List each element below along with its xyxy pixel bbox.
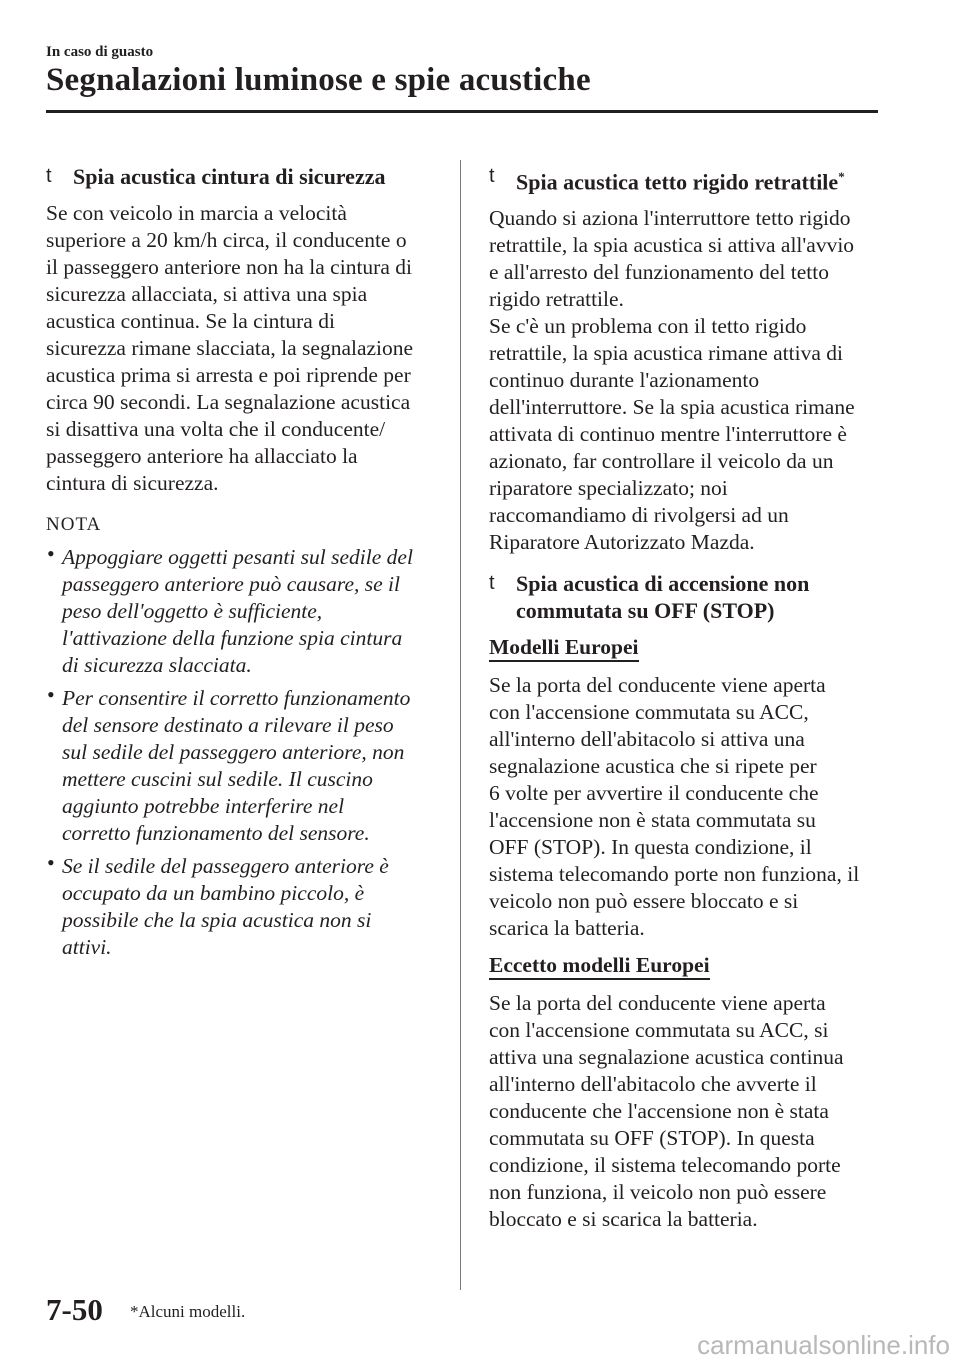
section-label: In caso di guasto	[46, 44, 154, 60]
seatbelt-heading-text: Spia acustica cintura di sicurezza	[73, 164, 386, 189]
bullet-icon: •	[47, 541, 55, 566]
ignition-heading: t Spia acustica di accensione non commutata su OFF (STOP)	[489, 571, 810, 624]
page-title: Segnalazioni luminose e spie acustiche	[46, 62, 591, 98]
note-item: • Se il sedile del passeggero anteriore è occupato da un bambino piccolo, è possibile che la spia acustica non si attivi.	[47, 850, 389, 959]
seatbelt-heading	[46, 163, 444, 190]
hardtop-body: Quando si aziona l'interruttore tetto rigido retrattile, la spia acustica si attiva all'avvio e all'arresto del funzionamento del tetto rigido retrattile. Se c'è un problema con il tetto rigido retrattile, la spia acustica rimane attiva di continuo durante l'azionamento dell'interruttore. Se la spia acustica rimane attivata di continuo mentre l'interruttore è azionato, far controllare il veicolo da un riparatore specializzato; noi raccomandiamo di rivolgersi ad un Riparatore Autorizzato Mazda.	[489, 206, 855, 555]
note-item: • Appoggiare oggetti pesanti sul sedile del passeggero anteriore può causare, se il peso dell'oggetto è sufficiente, l'attivazione della funzione spia cintura di sicurezza slacciata.	[47, 541, 413, 677]
seatbelt-body: Se con veicolo in marcia a velocità superiore a 20 km/h circa, il conducente o il passeggero anteriore non ha la cintura di sicurezza allacciata, si attiva una spia acustica continua. Se la cintura di sicurezza rimane slacciata, la segnalazione acustica prima si arresta e poi riprende per circa 90 secondi. La segnalazione acustica si disattiva una volta che il conducente/ passeggero anteriore ha allacciato la cintura di sicurezza.	[46, 201, 414, 495]
page-number: 7-50	[46, 1292, 103, 1327]
section-marker-icon: t	[489, 165, 495, 187]
footnote-asterisk: *	[838, 169, 845, 184]
note-item: • Per consentire il corretto funzionamento del sensore destinato a rilevare il peso sul sedile del passeggero anteriore, non mettere cuscini sul sedile. Il cuscino aggiunto potrebbe interferire nel corretto funzionamento del sensore.	[47, 682, 411, 845]
right-column	[489, 163, 889, 1233]
footnote: *Alcuni modelli.	[130, 1302, 246, 1321]
hardtop-heading	[489, 163, 889, 195]
section-marker-icon: t	[46, 165, 52, 187]
non-european-models-body: Se la porta del conducente viene aperta con l'accensione commutata su ACC, si attiva una segnalazione acustica continua all'interno dell'abitacolo che avverte il conducente che l'accensione non è stata commutata su OFF (STOP). In questa condizione, il sistema telecomando porte non funziona, il veicolo non può essere bloccato e si scarica la batteria.	[489, 991, 844, 1232]
nota-label: NOTA	[46, 514, 102, 535]
watermark: carmanualsonline.info	[697, 1330, 950, 1360]
non-european-models-subheading: Eccetto modelli Europei	[489, 952, 710, 980]
bullet-icon: •	[47, 850, 55, 875]
hardtop-heading-text: Spia acustica tetto rigido retrattile	[516, 169, 839, 195]
european-models-body: Se la porta del conducente viene aperta con l'accensione commutata su ACC, all'interno dell'abitacolo si attiva una segnalazione acustica che si ripete per 6 volte per avvertire il conducente che l'accensione non è stata commutata su OFF (STOP). In questa condizione, il sistema telecomando porte non funziona, il veicolo non può essere bloccato e si scarica la batteria.	[489, 673, 860, 941]
section-marker-icon: t	[489, 572, 495, 595]
bullet-icon: •	[47, 682, 55, 707]
european-models-subheading: Modelli Europei	[489, 634, 639, 662]
left-column	[46, 163, 444, 961]
column-divider	[460, 160, 461, 1290]
title-rule	[46, 110, 878, 113]
